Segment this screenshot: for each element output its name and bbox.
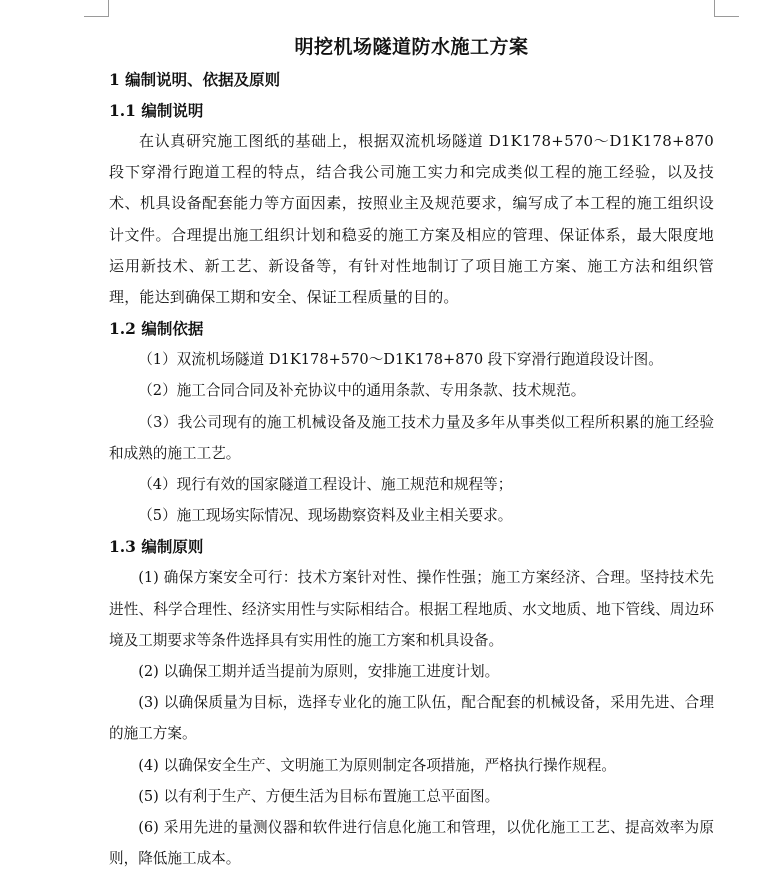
subsection-heading: 1.2 编制依据 [109,319,204,339]
crop-mark-left [84,16,109,17]
list-item: (1) 确保方案安全可行：技术方案针对性、操作性强；施工方案经济、合理。坚持技术先进性、科学合理性、经济实用性与实际相结合。根据工程地质、水文地质、地下管线、周边环境及工期要求等条件选择具有实用性的施工方案和机具设备。 [109,569,714,649]
list-item: (6) 采用先进的量测仪器和软件进行信息化施工和管理，以优化施工工艺、提高效率为原则，降低施工成本。 [109,819,714,868]
list-item: （5）施工现场实际情况、现场勘察资料及业主相关要求。 [138,507,513,525]
subsection-heading: 1.1 编制说明 [109,101,204,120]
section-heading: 1 编制说明、依据及原则 [109,70,281,89]
crop-mark-right [714,16,739,17]
list-item: (5) 以有利于生产、方便生活为目标布置施工总平面图。 [138,787,500,805]
list-item: (2) 以确保工期并适当提前为原则，安排施工进度计划。 [138,663,500,681]
list-item: (4) 以确保安全生产、文明施工为原则制定各项措施，严格执行操作规程。 [138,756,616,774]
list-item: (3) 以确保质量为目标，选择专业化的施工队伍，配合配套的机械设备，采用先进、合理的施工方案。 [109,694,714,743]
document-title: 明挖机场隧道防水施工方案 [294,36,529,58]
document-body [109,30,714,874]
list-item: （4）现行有效的国家隧道工程设计、施工规范和规程等； [138,476,513,494]
crop-mark-left [108,0,109,16]
body-paragraph: 在认真研究施工图纸的基础上，根据双流机场隧道 D1K178+570～D1K178+870 段下穿滑行跑道工程的特点，结合我公司施工实力和完成类似工程的施工经验，以及技术、机具设备配套能力等方面因素，按照业主及规范要求，编写成了本工程的施工组织设计文件。合理提出施工组织计划和稳妥的施工方案及相应的管理、保证体系，最大限度地运用新技术、新工艺、新设备等，有针对性地制订了项目施工方案、施工方法和组织管理，能达到确保工期和安全、保证工程质量的目的。 [109,132,714,307]
crop-mark-right [714,0,715,16]
subsection-heading: 1.3 编制原则 [109,537,204,557]
list-item: （2）施工合同合同及补充协议中的通用条款、专用条款、技术规范。 [138,382,586,400]
list-item: （3）我公司现有的施工机械设备及施工技术力量及多年从事类似工程所积累的施工经验和成熟的施工工艺。 [109,413,714,462]
list-item: （1）双流机场隧道 D1K178+570～D1K178+870 段下穿滑行跑道段设计图。 [138,351,663,369]
